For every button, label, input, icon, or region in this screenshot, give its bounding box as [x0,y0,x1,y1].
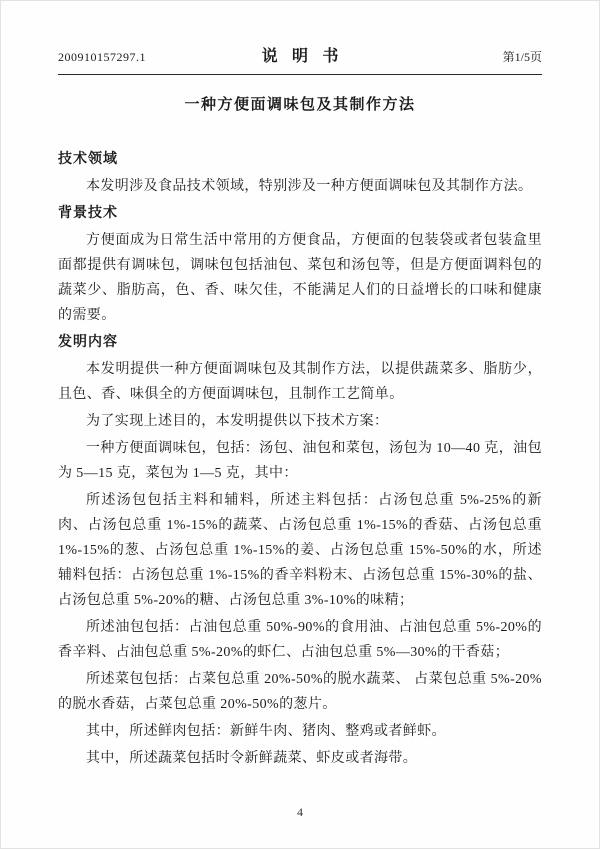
section-background-art [58,201,542,328]
section-heading-technical-field: 技术领域 [58,152,118,167]
paragraph-fresh-meat-definition: 其中，所述鲜肉包括：新鲜牛肉、猪肉、整鸡或者鲜虾。 [86,724,446,739]
section-heading-invention-content: 发明内容 [58,335,118,350]
paragraph-packet-overview: 一种方便面调味包，包括：汤包、油包和菜包，汤包为 10—40 克，油包为 5—15 克，菜包为 1—5 克，其中： [58,441,542,481]
paragraph-soup-packet-composition: 所述汤包包括主料和辅料，所述主料包括：占汤包总重 5%-25%的新肉、占汤包总重 1%-15%的蔬菜、占汤包总重 1%-15%的香菇、占汤包总重 1%-15%的葱、占汤包总重 1%-15%的姜、占汤包总重 15%-50%的水，所述辅料包括：占汤包总重 1%-15%的香辛料粉末、占汤包总重 15%-30%的盐、占汤包总重 5%-20%的糖、占汤包总重 3%-10%的味精； [58,493,542,608]
section-heading-background-art: 背景技术 [58,206,118,221]
page-indicator: 第1/5页 [502,50,542,64]
footer-page-number: 4 [297,805,303,819]
paragraph-vegetable-definition: 其中，所述蔬菜包括时令新鲜蔬菜、虾皮或者海带。 [86,751,418,766]
section-technical-field [58,147,542,199]
paragraph-purpose-statement: 为了实现上述目的，本发明提供以下技术方案： [86,414,389,429]
paragraph-invention-summary: 本发明提供一种方便面调味包及其制作方法，以提供蔬菜多、脂肪少，且色、香、味俱全的方便面调味包，且制作工艺简单。 [58,362,542,402]
paragraph-vegetable-packet-composition: 所述菜包包括：占菜包总重 20%-50%的脱水蔬菜、 占菜包总重 5%-20%的脱水香菇，占菜包总重 20%-50%的葱片。 [58,672,542,712]
paragraph-background-art: 方便面成为日常生活中常用的方便食品，方便面的包装袋或者包装盒里面都提供有调味包，调味包包括油包、菜包和汤包等，但是方便面调料包的蔬菜少、脂肪高，色、香、味欠佳，不能满足人们的日益增长的口味和健康的需要。 [58,233,542,323]
paragraph-technical-field: 本发明涉及食品技术领域，特别涉及一种方便面调味包及其制作方法。 [86,179,533,194]
page-footer [1,805,599,820]
page-header [58,43,542,66]
section-invention-content [58,330,542,771]
paragraph-oil-packet-composition: 所述油包包括：占油包总重 50%-90%的食用油、占油包总重 5%-20%的香辛料、占油包总重 5%-20%的虾仁、占油包总重 5%—30%的干香菇； [58,620,542,660]
application-number: 200910157297.1 [58,50,146,64]
document-title: 一种方便面调味包及其制作方法 [184,97,416,113]
header-divider [58,74,542,75]
document-type-label: 说明书 [261,48,353,65]
document-body [58,147,542,771]
